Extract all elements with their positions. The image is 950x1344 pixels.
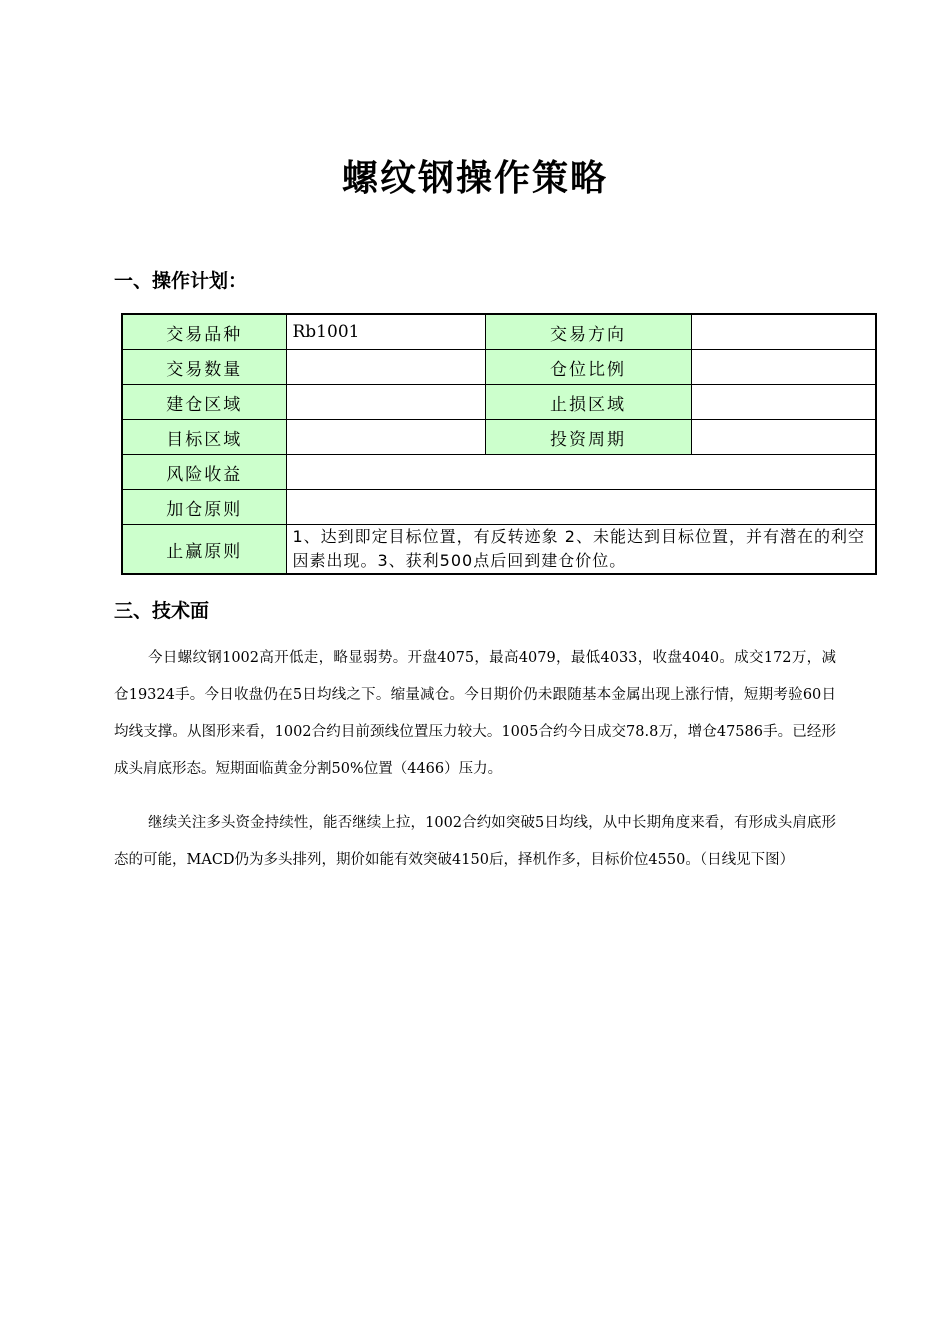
analysis-paragraph-2: 继续关注多头资金持续性，能否继续上拉，1002合约如突破5日均线，从中长期角度来看，有形成头肩底形态的可能，MACD仍为多头排列，期价如能有效突破4150后，择机作多，目标价位4550。（日线见下图） [114,815,836,868]
table-row [122,455,876,490]
label-cell: 建仓区域 [122,385,286,420]
table-row [122,350,876,385]
analysis-paragraph-1: 今日螺纹钢1002高开低走，略显弱势。开盘4075，最高4079，最低4033，收盘4040。成交172万，减仓19324手。今日收盘仍在5日均线之下。缩量减仓。今日期价仍未跟随基本金属出现上涨行情，短期考验60日均线支撑。从图形来看，1002合约目前颈线位置压力较大。1005合约今日成交78.8万，增仓47586手。已经形成头肩底形态。短期面临黄金分割50%位置（4466）压力。 [114,650,836,777]
label-cell: 交易品种 [122,314,286,350]
take-profit-rule-text: 1、达到即定目标位置，有反转迹象 2、未能达到目标位置，并有潜在的利空因素出现。3、获利500点后回到建仓价位。 [286,525,876,575]
value-cell [286,420,485,455]
plan-table [121,313,877,575]
section-heading-plan: 一、操作计划： [114,270,248,292]
label-cell: 加仓原则 [122,490,286,525]
label-cell: 投资周期 [485,420,691,455]
label-cell: 目标区域 [122,420,286,455]
table-row [122,420,876,455]
value-cell [691,385,876,420]
table-row [122,525,876,575]
label-cell: 交易数量 [122,350,286,385]
table-row [122,490,876,525]
label-cell: 止赢原则 [122,525,286,575]
table-row [122,385,876,420]
value-cell [691,314,876,350]
label-cell: 止损区域 [485,385,691,420]
table-row [122,314,876,350]
label-cell: 交易方向 [485,314,691,350]
value-cell [286,490,876,525]
value-cell [286,385,485,420]
value-cell [286,350,485,385]
label-cell: 风险收益 [122,455,286,490]
label-cell: 仓位比例 [485,350,691,385]
value-cell [691,350,876,385]
section-heading-technical: 三、技术面 [114,600,210,622]
value-cell [286,455,876,490]
value-cell: Rb1001 [286,314,485,350]
page-title: 螺纹钢操作策略 [341,158,608,199]
value-cell [691,420,876,455]
